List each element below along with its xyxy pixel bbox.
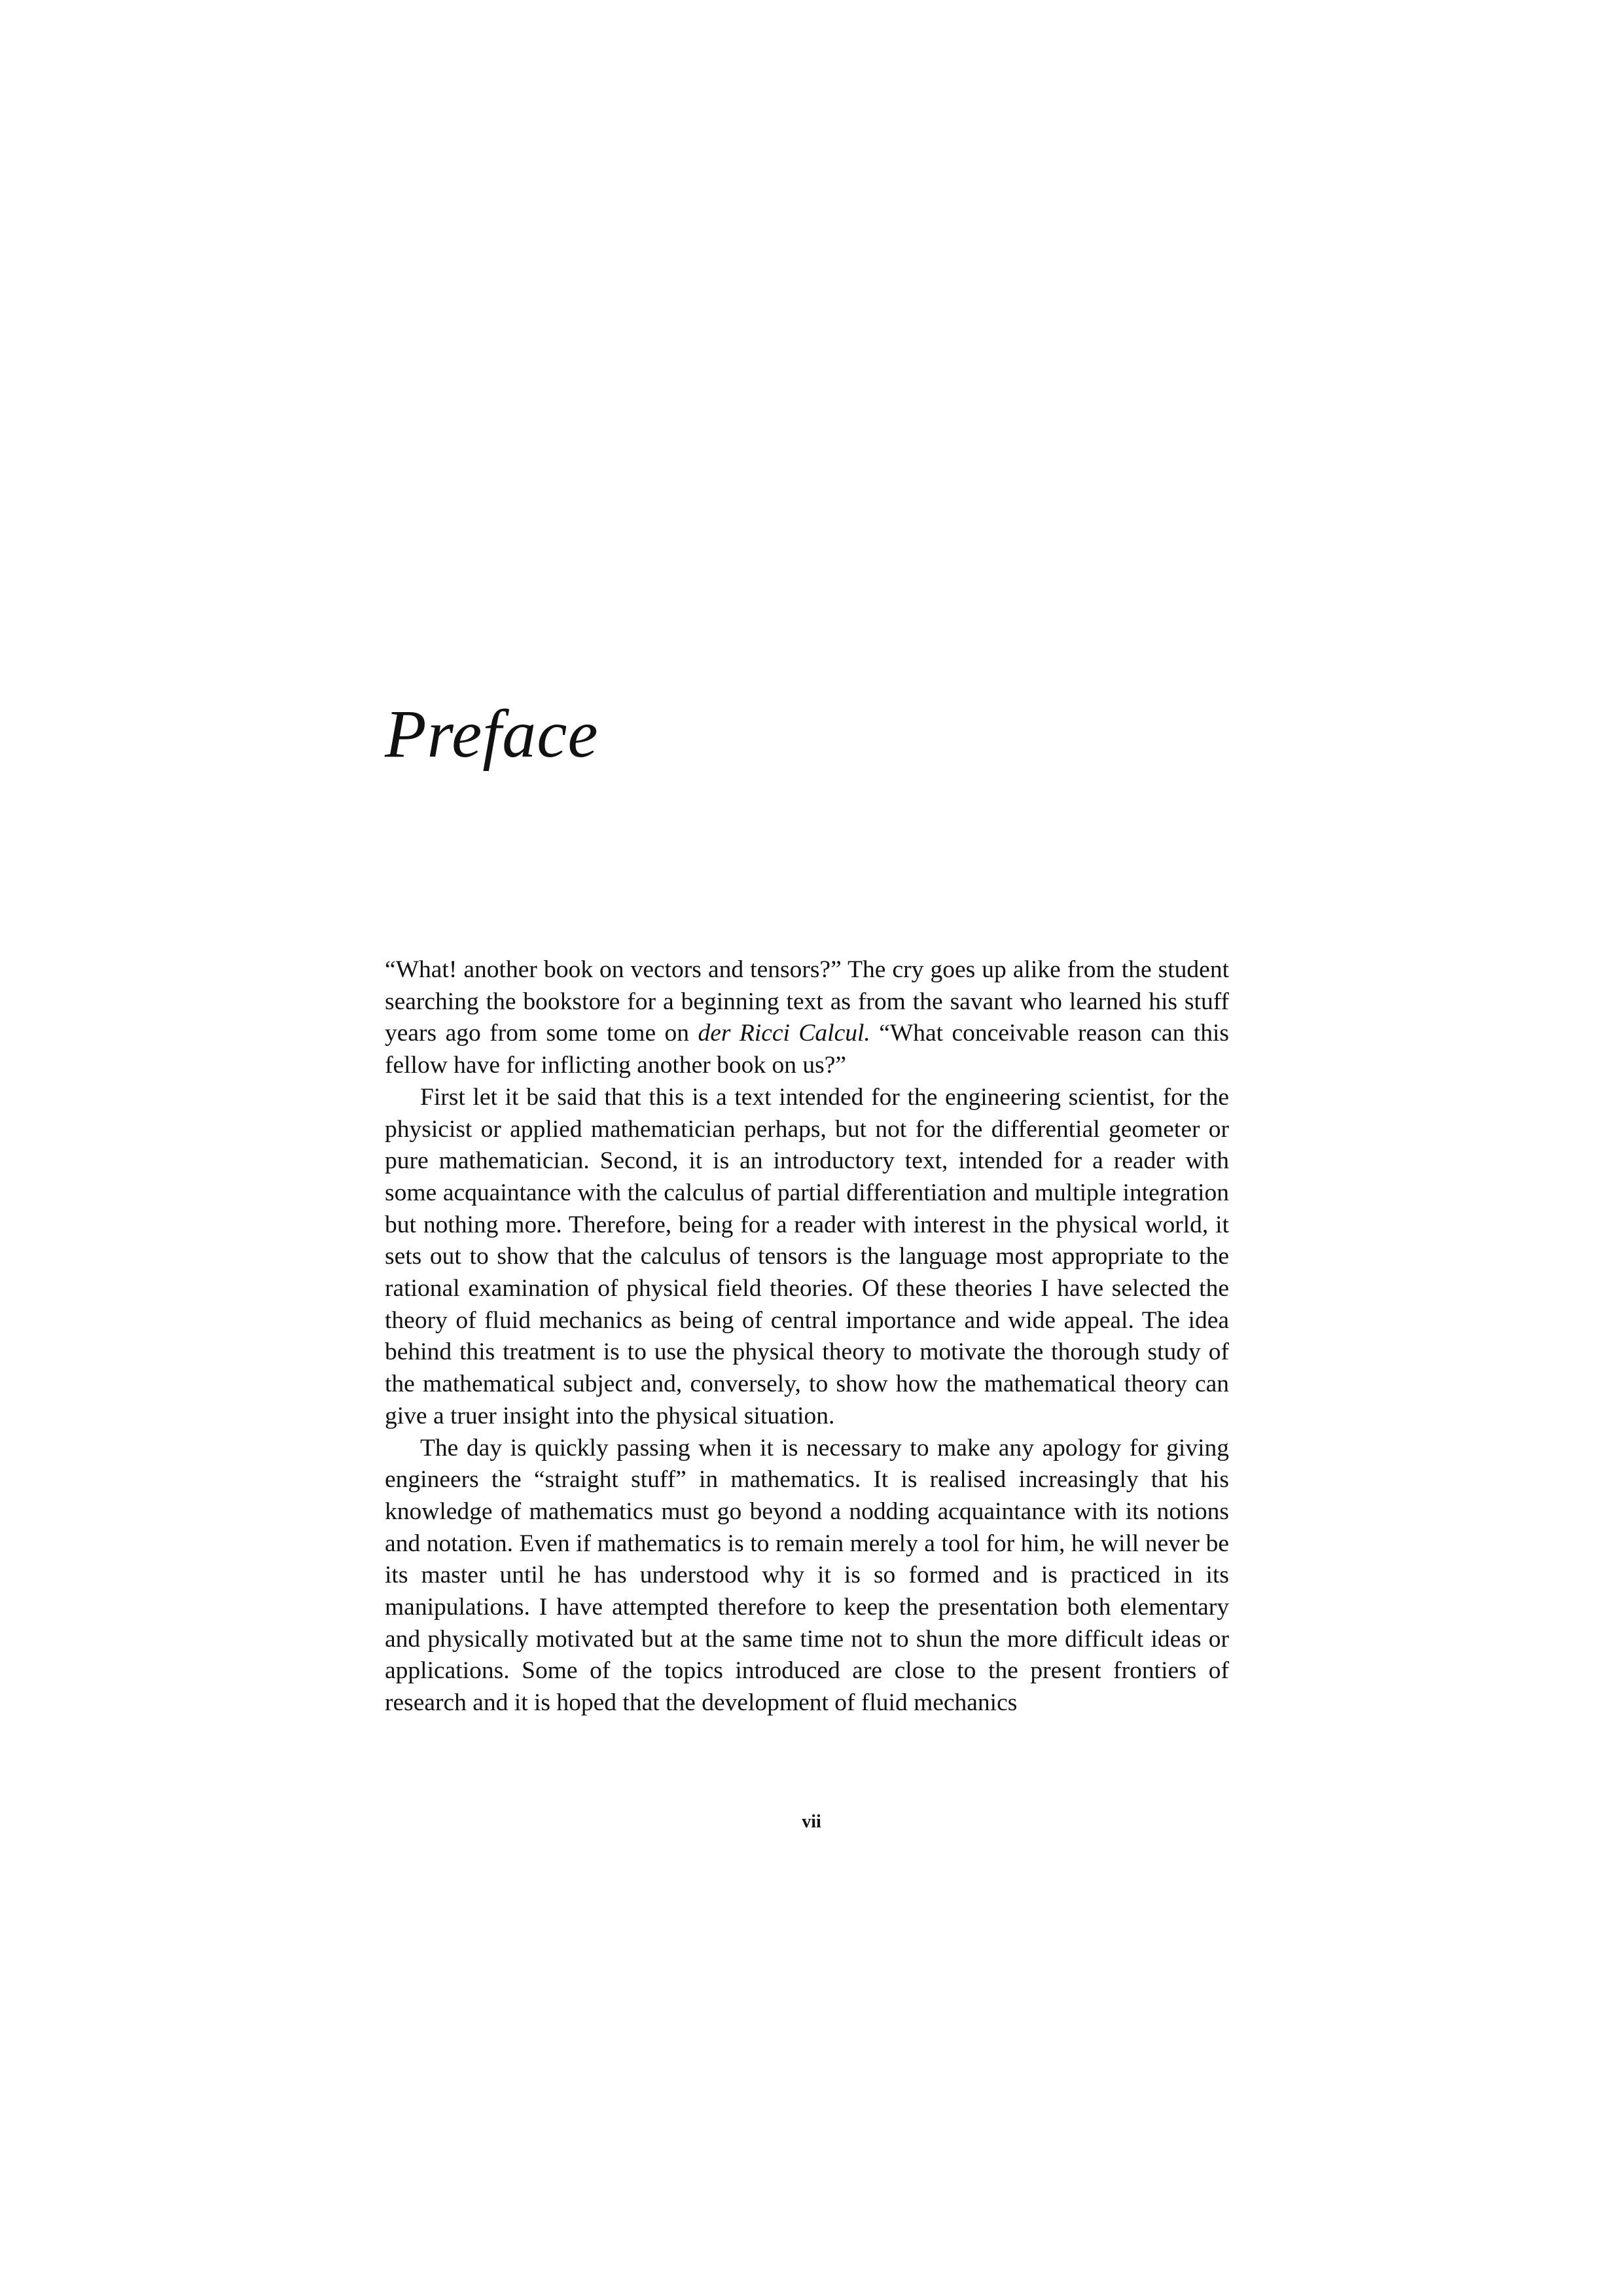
paragraph-3: The day is quickly passing when it is necessary to make any apology for giving engineers the “straight stuff” in mathematics. It is realised increasingly that his knowledge of mathematics must go beyond a nodding acquaintance with its notions and notation. Even if mathematics is to remain merely a tool for him, he will never be its master until he has understood why it is so formed and is practiced in its manipulations. I have attempted therefore to keep the presentation both elementary and physically motivated but at the same time not to shun the more difficult ideas or applications. Some of the topics introduced are close to the present frontiers of research and it is hoped that the development of fluid mechanics	[385, 1434, 1229, 1717]
page-number: vii	[802, 1812, 821, 1832]
paragraph-1-closing: “What conceivable reason can this fellow have for inflicting another book on us?”	[385, 1020, 1230, 1079]
preface-body	[385, 954, 1229, 1719]
paragraph-2: First let it be said that this is a text intended for the engineering scientist, for the physicist or applied mathematician perhaps, but not for the differential geometer or pure mathematician. Second, it is an introductory text, intended for a reader with some acquaintance with the calculus of partial differentiation and multiple integration but nothing more. Therefore, being for a reader with interest in the physical world, it sets out to show that the calculus of tensors is the language most appropriate to the rational examination of physical field theories. Of these theories I have selected the theory of fluid mechanics as being of central importance and wide appeal. The idea behind this treatment is to use the physical theory to motivate the thorough study of the mathematical subject and, conversely, to show how the mathematical theory can give a truer insight into the physical situation.	[385, 1083, 1229, 1429]
paragraph-1-opening: “What! another book on vectors and tensors?” The cry goes up alike from the student searching the bookstore for a beginning text as from the savant who learned his stuff years ago from some tome on	[385, 956, 1229, 1047]
book-title-emphasis: der Ricci Calcul.	[698, 1020, 870, 1047]
page-title: Preface	[385, 696, 599, 772]
paragraph-1	[385, 954, 1229, 1082]
